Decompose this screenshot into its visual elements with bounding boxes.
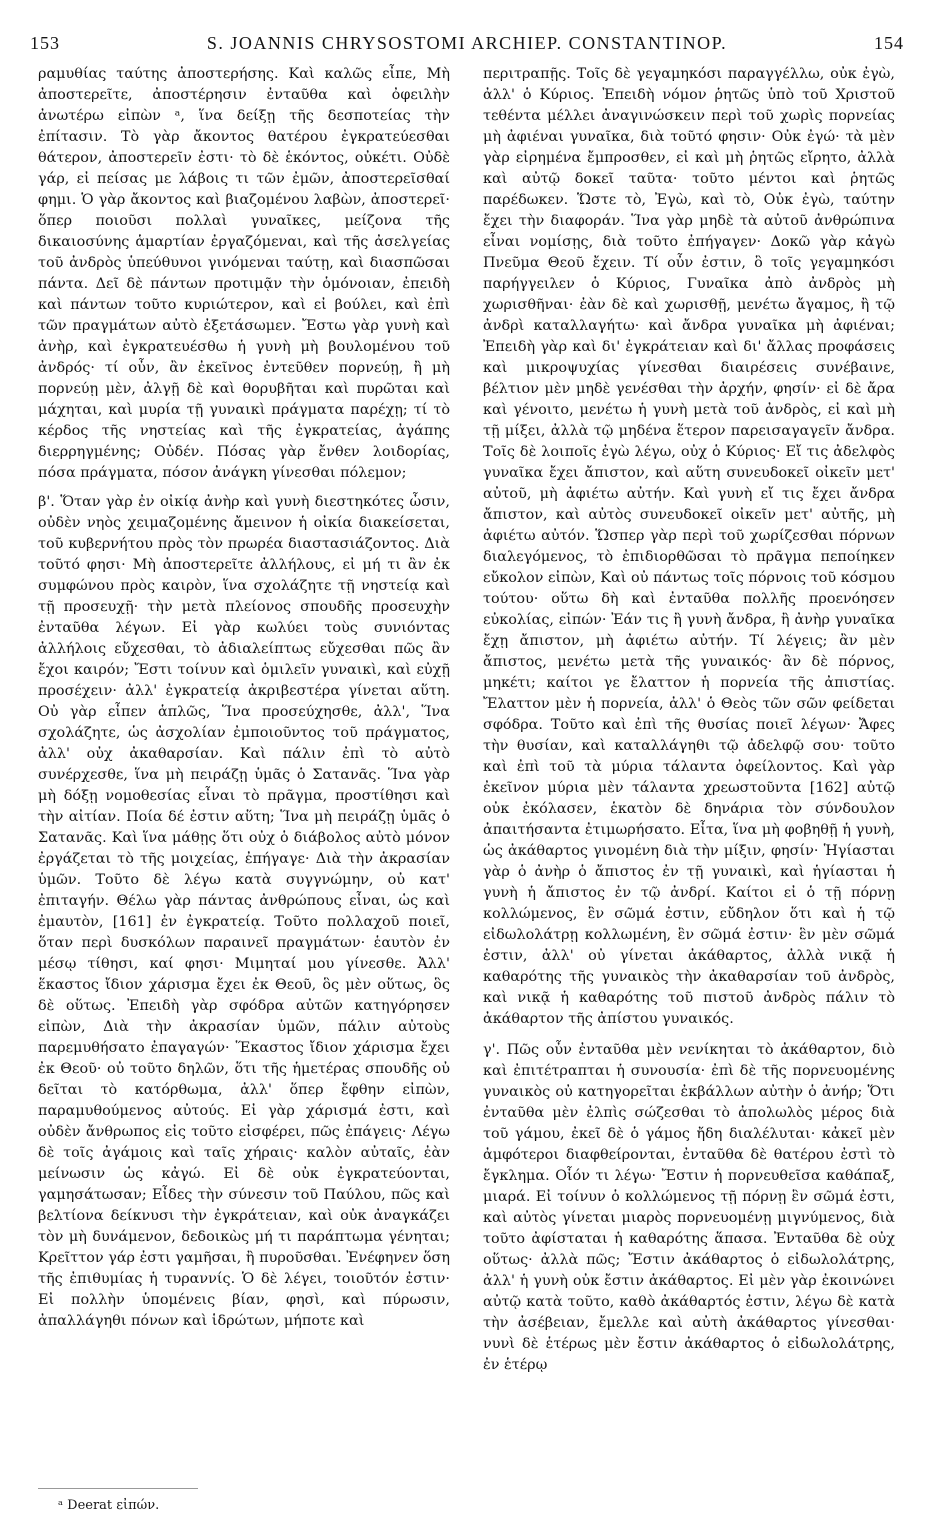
footnote: ᵃ Deerat εἰπών. (58, 1498, 160, 1513)
right-column (483, 64, 895, 1500)
right-paragraph-2: γ'. Πῶς οὖν ἐνταῦθα μὲν νενίκηται τὸ ἀκάθαρτον, διὸ καὶ ἐπιτέτραπται ἡ συνουσία· ἐπὶ δὲ τῆς πορνευομένης γυναικὸς οὐ κατηγορεῖται ἐκβάλλων αὐτὴν ὁ ἀνήρ; Ὅτι ἐνταῦθα μὲν ἐλπὶς σώζεσθαι τὸ ἀπολωλὸς μέρος διὰ τοῦ γάμου, ἐκεῖ δὲ ὁ γάμος ἤδη διαλέλυται· κἀκεῖ μὲν ἀμφότεροι διαφθείρονται, ἐνταῦθα δὲ θατέρου ἐστὶ τὸ ἔγκλημα. Οἷόν τι λέγω· Ἔστιν ἡ πορνευθεῖσα καθάπαξ, μιαρά. Εἰ τοίνυν ὁ κολλώμενος τῇ πόρνῃ ἓν σῶμά ἐστι, καὶ αὐτὸς γίνεται μιαρὸς πορνευομένῃ μιγνύμενος, διὰ τοῦτο ἀφίσταται ἡ καθαρότης ἅπασα. Ἐνταῦθα δὲ οὐχ οὕτως· ἀλλὰ πῶς; Ἔστιν ἀκάθαρτος ὁ εἰδωλολάτρης, ἀλλ' ἡ γυνὴ οὐκ ἔστιν ἀκάθαρτος. Εἰ μὲν γὰρ ἐκοινώνει αὐτῷ κατὰ τοῦτο, καθὸ ἀκάθαρτός ἐστιν, λέγω δὲ κατὰ τὴν ἀσέβειαν, ἔμελλε καὶ αὐτὴ ἀκάθαρτος γίνεσθαι· νυνὶ δὲ ἑτέρως μὲν ἔστιν ἀκάθαρτος ὁ εἰδωλολάτρης, ἐν ἑτέρῳ (483, 1042, 895, 1373)
left-column (38, 64, 450, 1500)
running-title: S. JOANNIS CHRYSOSTOMI ARCHIEP. CONSTANTINOP. (206, 32, 728, 53)
page-number-right: 154 (874, 32, 904, 53)
page-number-left: 153 (30, 32, 60, 53)
footnote-rule (38, 1488, 198, 1489)
left-paragraph-2: β'. Ὅταν γὰρ ἐν οἰκίᾳ ἀνὴρ καὶ γυνὴ διεστηκότες ὦσιν, οὐδὲν νηὸς χειμαζομένης ἄμεινον ἡ οἰκία διακείσεται, τοῦ κυβερνήτου πρὸς τὸν πρωρέα διαστασιάζοντος. Διὰ τοῦτό φησι· Μὴ ἀποστερεῖτε ἀλλήλους, εἰ μή τι ἂν ἐκ συμφώνου πρὸς καιρὸν, ἵνα σχολάζητε τῇ νηστείᾳ καὶ τῇ προσευχῇ· τὴν μετὰ πλείονος σπουδῆς προσευχὴν ἐνταῦθα λέγων. Εἰ γὰρ κωλύει τοὺς συνιόντας ἀλλήλοις εὔχεσθαι, τὸ ἀδιαλείπτως εὔχεσθαι πῶς ἂν ἔχοι καιρόν; Ἔστι τοίνυν καὶ ὁμιλεῖν γυναικὶ, καὶ εὐχῇ προσέχειν· ἀλλ' ἐγκρατείᾳ ἀκριβεστέρα γίνεται αὕτη. Οὐ γὰρ εἶπεν ἁπλῶς, Ἵνα προσεύχησθε, ἀλλ', Ἵνα σχολάζητε, ὡς ἀσχολίαν ἐμποιοῦντος τοῦ πράγματος, ἀλλ' οὐχ ἀκαθαρσίαν. Καὶ πάλιν ἐπὶ τὸ αὐτὸ συνέρχεσθε, ἵνα μὴ πειράζῃ ὑμᾶς ὁ Σατανᾶς. Ἵνα γὰρ μὴ δόξῃ νομοθεσίας εἶναι τὸ πρᾶγμα, προστίθησι καὶ τὴν αἰτίαν. Ποία δέ ἐστιν αὕτη; Ἵνα μὴ πειράζῃ ὑμᾶς ὁ Σατανᾶς. Καὶ ἵνα μάθῃς ὅτι οὐχ ὁ διάβολος αὐτὸ μόνον ἐργάζεται τὸ τῆς μοιχείας, ἐπήγαγε· Διὰ τὴν ἀκρασίαν ὑμῶν. Τοῦτο δὲ λέγω κατὰ συγγνώμην, οὐ κατ' ἐπιταγήν. Θέλω γὰρ πάντας ἀνθρώπους εἶναι, ὡς καὶ ἐμαυτὸν, [161] ἐν ἐγκρατείᾳ. Τοῦτο πολλαχοῦ ποιεῖ, ὅταν περὶ δυσκόλων παραινεῖ πραγμάτων· ἑαυτὸν ἐν μέσῳ τίθησι, καί φησι· Μιμηταί μου γίνεσθε. Ἀλλ' ἕκαστος ἴδιον χάρισμα ἔχει ἐκ Θεοῦ, ὃς μὲν οὕτως, ὃς δὲ οὕτως. Ἐπειδὴ γὰρ σφόδρα αὐτῶν κατηγόρησεν εἰπὼν, Διὰ τὴν ἀκρασίαν ὑμῶν, πάλιν αὐτοὺς παρεμυθήσατο ἐπαγαγών· Ἕκαστος ἴδιον χάρισμα ἔχει ἐκ Θεοῦ· οὐ τοῦτο δηλῶν, ὅτι τῆς ἡμετέρας σπουδῆς οὐ δεῖται τὸ κατόρθωμα, ἀλλ' ὅπερ ἔφθην εἰπὼν, παραμυθούμενος αὐτούς. Εἰ γὰρ χάρισμά ἐστι, καὶ οὐδὲν ἄνθρωπος εἰς τοῦτο εἰσφέρει, πῶς ἐπάγεις· Λέγω δὲ τοῖς ἀγάμοις καὶ ταῖς χήραις· καλὸν αὐταῖς, ἐὰν μείνωσιν ὡς κἀγώ. Εἰ δὲ οὐκ ἐγκρατεύονται, γαμησάτωσαν; Εἶδες τὴν σύνεσιν τοῦ Παύλου, πῶς καὶ βελτίονα δείκνυσι τὴν ἐγκράτειαν, καὶ οὐκ ἀναγκάζει τὸν μὴ δυνάμενον, δεδοικὼς μή τι παράπτωμα γένηται; Κρεῖττον γάρ ἐστι γαμῆσαι, ἢ πυροῦσθαι. Ἐνέφηνεν ὅση τῆς ἐπιθυμίας ἡ τυραννίς. Ὁ δὲ λέγει, τοιοῦτόν ἐστιν· Εἰ πολλὴν ὑπομένεις βίαν, φησὶ, καὶ πύρωσιν, ἀπαλλάγηθι πόνων καὶ ἱδρώτων, μήποτε καὶ (38, 494, 450, 1329)
right-paragraph-1: περιτραπῇς. Τοῖς δὲ γεγαμηκόσι παραγγέλλω, οὐκ ἐγὼ, ἀλλ' ὁ Κύριος. Ἐπειδὴ νόμον ῥητῶς ὑπὸ τοῦ Χριστοῦ τεθέντα μέλλει ἀναγινώσκειν περὶ τοῦ χωρὶς πορνείας μὴ ἀφιέναι γυναῖκα, διὰ τοῦτό φησιν· Οὐκ ἐγώ· τὰ μὲν γὰρ εἰρημένα ἔμπροσθεν, εἰ καὶ μὴ ῥητῶς εἴρητο, ἀλλὰ καὶ αὐτῷ δοκεῖ ταῦτα· τοῦτο μέντοι καὶ ῥητῶς παρέδωκεν. Ὥστε τὸ, Ἐγὼ, καὶ τὸ, Οὐκ ἐγὼ, ταύτην ἔχει τὴν διαφοράν. Ἵνα γὰρ μηδὲ τὰ αὐτοῦ ἀνθρώπινα εἶναι νομίσῃς, διὰ τοῦτο ἐπήγαγεν· Δοκῶ γὰρ κἀγὼ Πνεῦμα Θεοῦ ἔχειν. Τί οὖν ἐστιν, ὃ τοῖς γεγαμηκόσι παρήγγειλεν ὁ Κύριος, Γυναῖκα ἀπὸ ἀνδρὸς μὴ χωρισθῆναι· ἐὰν δὲ καὶ χωρισθῇ, μενέτω ἄγαμος, ἢ τῷ ἀνδρὶ καταλλαγήτω· καὶ ἄνδρα γυναῖκα μὴ ἀφιέναι; Ἐπειδὴ γὰρ καὶ δι' ἐγκράτειαν καὶ δι' ἄλλας προφάσεις καὶ μικροψυχίας γίνεσθαι διαιρέσεις συνέβαινε, βέλτιον μὲν μηδὲ γενέσθαι τὴν ἀρχήν, φησίν· εἰ δὲ ἄρα καὶ γένοιτο, μενέτω ἡ γυνὴ μετὰ τοῦ ἀνδρὸς, εἰ καὶ μὴ τῇ μίξει, ἀλλὰ τῷ μηδένα ἕτερον παρεισαγαγεῖν ἄνδρα. Τοῖς δὲ λοιποῖς ἐγὼ λέγω, οὐχ ὁ Κύριος· Εἴ τις ἀδελφὸς γυναῖκα ἔχει ἄπιστον, καὶ αὕτη συνευδοκεῖ οἰκεῖν μετ' αὐτοῦ, μὴ ἀφιέτω αὐτήν. Καὶ γυνὴ εἴ τις ἔχει ἄνδρα ἄπιστον, καὶ αὐτὸς συνευδοκεῖ οἰκεῖν μετ' αὐτῆς, μὴ ἀφιέτω αὐτόν. Ὥσπερ γὰρ περὶ τοῦ χωρίζεσθαι πόρνων διαλεγόμενος, τὸ ἐπιδιορθῶσαι τὸ πρᾶγμα πεποίηκεν εὔκολον εἰπὼν, Καὶ οὐ πάντως τοῖς πόρνοις τοῦ κόσμου τούτου· οὕτω δὴ καὶ ἐνταῦθα πολλῆς προενόησεν εὐκολίας, εἰπών· Ἐάν τις ἢ γυνὴ ἄνδρα, ἢ ἀνὴρ γυναῖκα ἔχῃ ἄπιστον, μὴ ἀφιέτω αὐτήν. Τί λέγεις; ἂν μὲν ἄπιστος, μενέτω μετὰ τῆς γυναικός· ἂν δὲ πόρνος, μηκέτι; καίτοι γε ἔλαττον ἡ πορνεία τῆς ἀπιστίας. Ἔλαττον μὲν ἡ πορνεία, ἀλλ' ὁ Θεὸς τῶν σῶν φείδεται σφόδρα. Τοῦτο καὶ ἐπὶ τῆς θυσίας ποιεῖ λέγων· Ἄφες τὴν θυσίαν, καὶ καταλλάγηθι τῷ ἀδελφῷ σου· τοῦτο καὶ ἐπὶ τοῦ τὰ μύρια τάλαντα ὀφείλοντος. Καὶ γὰρ ἐκεῖνον μύρια μὲν τάλαντα χρεωστοῦντα [162] αὐτῷ οὐκ ἐκόλασεν, ἑκατὸν δὲ δηνάρια τὸν σύνδουλον ἀπαιτήσαντα ἐτιμωρήσατο. Εἶτα, ἵνα μὴ φοβηθῇ ἡ γυνὴ, ὡς ἀκάθαρτος γινομένη διὰ τὴν μίξιν, φησίν· Ἡγίασται γὰρ ὁ ἀνὴρ ὁ ἄπιστος ἐν τῇ γυναικὶ, καὶ ἡγίασται ἡ γυνὴ ἡ ἄπιστος ἐν τῷ ἀνδρί. Καίτοι εἰ ὁ τῇ πόρνῃ κολλώμενος, ἓν σῶμά ἐστιν, εὔδηλον ὅτι καὶ ἡ τῷ εἰδωλολάτρῃ κολλωμένη, ἓν σῶμά ἐστιν· ἓν μὲν σῶμά ἐστιν, ἀλλ' οὐ γίνεται ἀκάθαρτος, ἀλλὰ νικᾷ ἡ καθαρότης τῆς γυναικὸς τὴν ἀκαθαρσίαν τοῦ ἀνδρὸς, καὶ νικᾷ ἡ καθαρότης τοῦ πιστοῦ ἀνδρὸς πάλιν τὸ ἀκάθαρτον τῆς ἀπίστου γυναικός. (483, 66, 895, 1027)
left-paragraph-1: ραμυθίας ταύτης ἀποστερήσης. Καὶ καλῶς εἶπε, Μὴ ἀποστερεῖτε, ἀποστέρησιν ἐνταῦθα καὶ ὀφειλὴν ἀνωτέρω εἰπὼν ᵃ, ἵνα δείξῃ τῆς δεσποτείας τὴν ἐπίτασιν. Τὸ γὰρ ἄκοντος θατέρου ἐγκρατεύεσθαι θάτερον, ἀποστερεῖν ἐστι· τὸ δὲ ἑκόντος, οὐκέτι. Οὐδὲ γάρ, εἰ πείσας με λάβοις τι τῶν ἐμῶν, ἀποστερεῖσθαί φημι. Ὁ γὰρ ἄκοντος καὶ βιαζομένου λαβὼν, ἀποστερεῖ· ὅπερ ποιοῦσι πολλαὶ γυναῖκες, μείζονα τῆς δικαιοσύνης ἁμαρτίαν ἐργαζόμεναι, καὶ τῆς ἀσελγείας τοῦ ἀνδρὸς ὑπεύθυνοι γινόμεναι ταύτῃ, καὶ διασπῶσαι πάντα. Δεῖ δὲ πάντων προτιμᾷν τὴν ὁμόνοιαν, ἐπειδὴ καὶ πάντων τοῦτο κυριώτερον, καὶ εἰ βούλει, καὶ ἐπὶ τῶν πραγμάτων αὐτὸ ἐξετάσωμεν. Ἔστω γὰρ γυνὴ καὶ ἀνὴρ, καὶ ἐγκρατευέσθω ἡ γυνὴ μὴ βουλομένου τοῦ ἀνδρός· τί οὖν, ἂν ἐκεῖνος ἐντεῦθεν πορνεύῃ, ἢ μὴ πορνεύῃ μὲν, ἀλγῇ δὲ καὶ θορυβῆται καὶ πυρῶται καὶ μάχηται, καὶ μυρία τῇ γυναικὶ πράγματα παρέχῃ; τί τὸ κέρδος τῆς νηστείας καὶ τῆς ἐγκρατείας, ἀγάπης διερρηγμένης; Οὐδέν. Πόσας γὰρ ἔνθεν λοιδορίας, πόσα πράγματα, πόσον ἀνάγκη γίνεσθαι πόλεμον; (38, 66, 450, 481)
page-header (30, 30, 904, 56)
